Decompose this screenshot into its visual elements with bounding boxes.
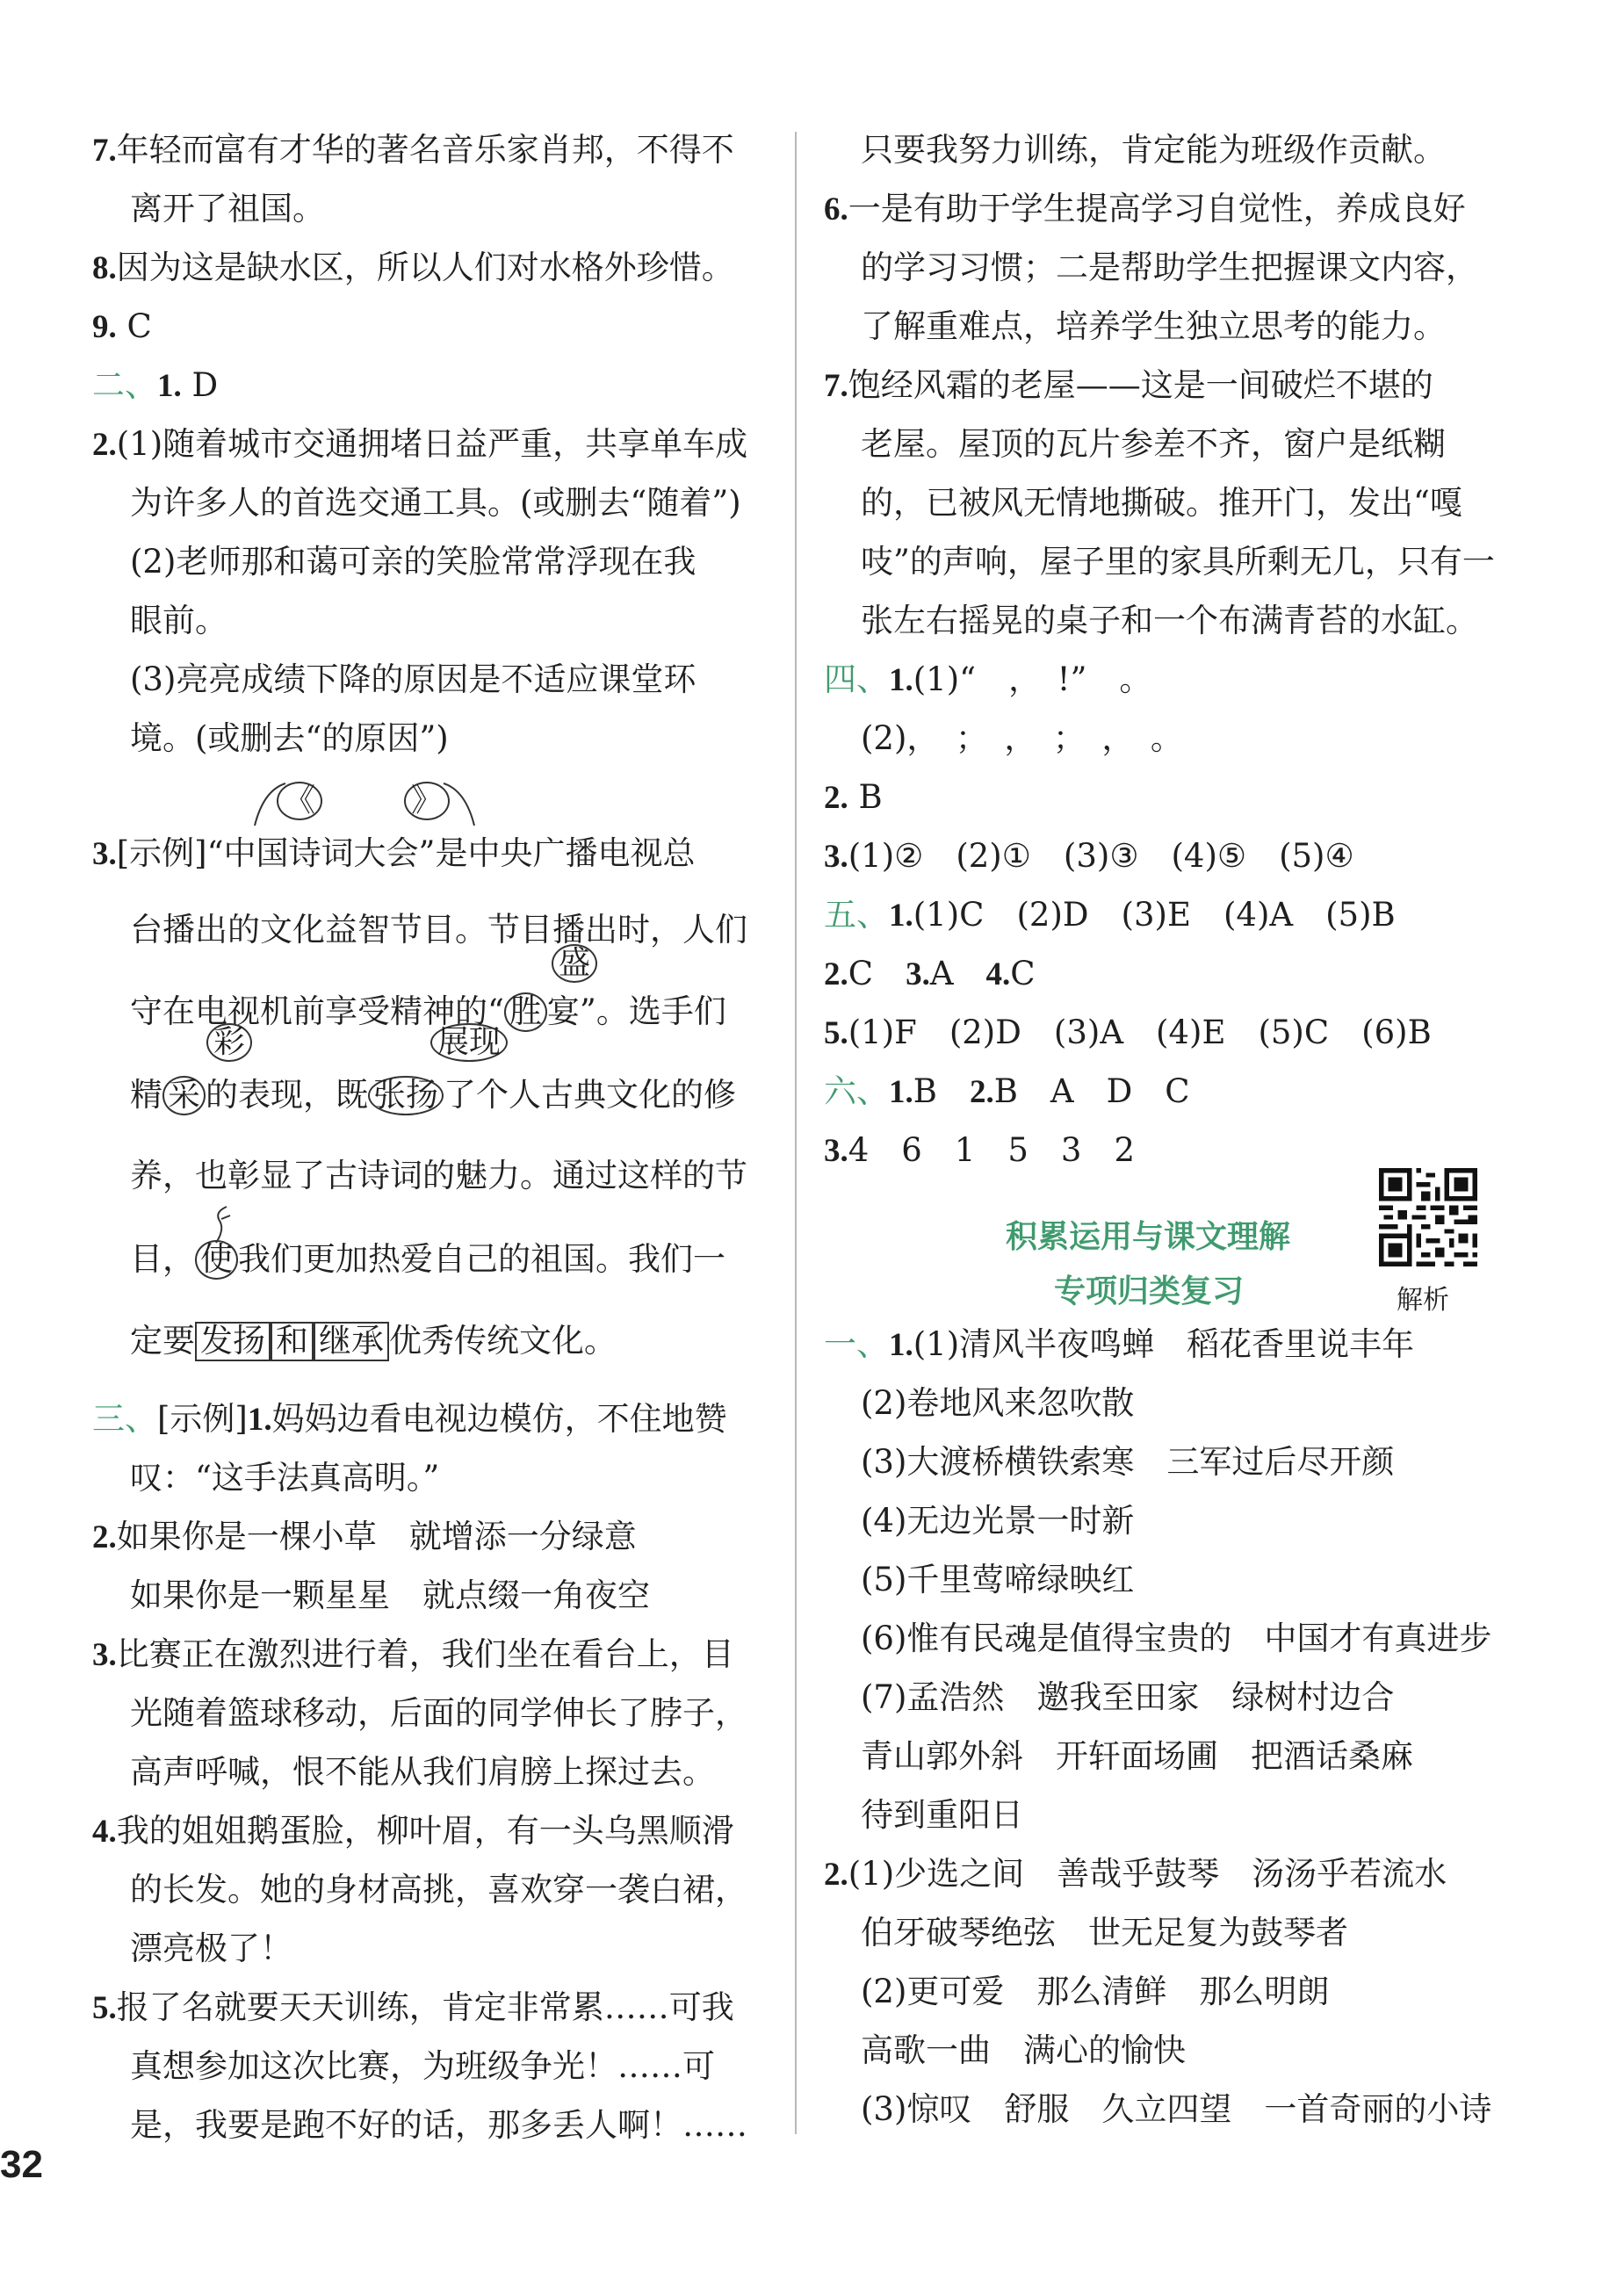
answer-line: (3)大渡桥横铁索寒 三军过后尽开颜 bbox=[861, 1443, 1395, 1481]
answer-line: 待到重阳日 bbox=[861, 1796, 1023, 1834]
answer-line: 3.比赛正在激烈进行着，我们坐在看台上，目 bbox=[92, 1635, 734, 1673]
section-three-line: 三、[示例]1.妈妈边看电视边模仿，不住地赞 bbox=[92, 1400, 727, 1438]
answer-line: 守在电视机前享受精神的“ 胜 宴”。选手们 bbox=[130, 992, 726, 1030]
answer-line: 台播出的文化益智节目。节目播出时，人们 bbox=[130, 911, 747, 949]
answer-line: 2.(1)少选之间 善哉乎鼓琴 汤汤乎若流水 bbox=[824, 1855, 1447, 1893]
section-five-line: 五、1.(1)C (2)D (3)E (4)A (5)B bbox=[824, 896, 1396, 934]
answer-line: (3)惊叹 舒服 久立四望 一首奇丽的小诗 bbox=[861, 2090, 1492, 2128]
answer-line: 离开了祖国。 bbox=[130, 190, 325, 227]
answer-line: 3.4 6 1 5 3 2 bbox=[824, 1131, 1135, 1169]
page-number: 32 bbox=[0, 2143, 43, 2186]
circled-word: 采 bbox=[162, 1076, 206, 1115]
correction-annotation: 《 bbox=[277, 782, 322, 820]
answer-line: 3.(1)② (2)① (3)③ (4)⑤ (5)④ bbox=[824, 837, 1354, 875]
correction-annotation: 展现 bbox=[430, 1023, 508, 1062]
qr-caption: 解析 bbox=[1397, 1285, 1449, 1316]
answer-line: 伯牙破琴绝弦 世无足复为鼓琴者 bbox=[861, 1914, 1348, 1952]
section-heading: 积累运用与课文理解 bbox=[1006, 1219, 1291, 1255]
correction-annotation: 盛 bbox=[552, 944, 597, 983]
answer-line: 2.(1)随着城市交通拥堵日益严重，共享单车成 bbox=[92, 425, 748, 463]
boxed-word: 发扬 bbox=[195, 1322, 271, 1361]
answer-line: 高声呼喊，恨不能从我们肩膀上探过去。 bbox=[130, 1753, 715, 1791]
answer-line: (2)， ； ， ； ， 。 bbox=[861, 719, 1183, 757]
answer-line: 5.报了名就要天天训练，肯定非常累……可我 bbox=[92, 1988, 734, 2026]
answer-line: 的学习习惯；二是帮助学生把握课文内容， bbox=[861, 249, 1478, 286]
answer-line: 精 采 的表现，既 张扬 了个人古典文化的修 bbox=[130, 1076, 736, 1114]
answer-line: 9. C bbox=[92, 307, 152, 345]
answer-line: 目， 使 我们更加热爱自己的祖国。我们一 bbox=[130, 1240, 725, 1278]
answer-line: 3.[示例]“中国诗词大会”是中央广播电视总 bbox=[92, 834, 696, 872]
answer-line: 7.年轻而富有才华的著名音乐家肖邦，不得不 bbox=[92, 131, 734, 169]
circled-word: 使 bbox=[195, 1240, 238, 1280]
answer-line: (6)惟有民魂是值得宝贵的 中国才有真进步 bbox=[861, 1620, 1492, 1657]
answer-line: 只要我努力训练，肯定能为班级作贡献。 bbox=[861, 131, 1446, 169]
answer-line: 了解重难点，培养学生独立思考的能力。 bbox=[861, 307, 1446, 345]
answer-line: 境。(或删去“的原因”) bbox=[130, 719, 449, 757]
answer-line: (2)更可爱 那么清鲜 那么明朗 bbox=[861, 1973, 1330, 2010]
boxed-word: 和 bbox=[271, 1322, 314, 1361]
answer-line: (4)无边光景一时新 bbox=[861, 1502, 1135, 1540]
answer-line: 2.如果你是一棵小草 就增添一分绿意 bbox=[92, 1518, 637, 1555]
answer-line: 7.饱经风霜的老屋——这是一间破烂不堪的 bbox=[824, 366, 1433, 404]
answer-line: 的，已被风无情地撕破。推开门，发出“嘎 bbox=[861, 484, 1462, 522]
answer-line: 4.我的姐姐鹅蛋脸，柳叶眉，有一头乌黑顺滑 bbox=[92, 1812, 734, 1850]
column-divider bbox=[795, 132, 797, 2134]
answer-line: 为许多人的首选交通工具。(或删去“随着”) bbox=[130, 484, 741, 522]
answer-line: 光随着篮球移动，后面的同学伸长了脖子， bbox=[130, 1694, 747, 1732]
section-two-line: 二、1. D bbox=[92, 366, 219, 404]
answer-line: 高歌一曲 满心的愉快 bbox=[861, 2031, 1186, 2069]
answer-line: 5.(1)F (2)D (3)A (4)E (5)C (6)B bbox=[824, 1014, 1432, 1051]
answer-line: (2)卷地风来忽吹散 bbox=[861, 1384, 1135, 1422]
answer-line: 张左右摇晃的桌子和一个布满青苔的水缸。 bbox=[861, 602, 1478, 639]
answer-line: 如果你是一颗星星 就点缀一角夜空 bbox=[130, 1576, 650, 1614]
answer-line: 6.一是有助于学生提高学习自觉性，养成良好 bbox=[824, 190, 1466, 227]
correction-annotation: 》 bbox=[404, 782, 450, 820]
correction-annotation: 彩 bbox=[206, 1023, 252, 1062]
answer-line: 定要 发扬 和 继承 优秀传统文化。 bbox=[130, 1322, 617, 1360]
answer-line: (2)老师那和蔼可亲的笑脸常常浮现在我 bbox=[130, 543, 697, 581]
boxed-word: 继承 bbox=[314, 1322, 389, 1361]
section-one-line: 一、1.(1)清风半夜鸣蝉 稻花香里说丰年 bbox=[824, 1325, 1415, 1363]
answer-line: 2.C 3.A 4.C bbox=[824, 955, 1036, 992]
answer-line: (7)孟浩然 邀我至田家 绿树村边合 bbox=[861, 1678, 1395, 1716]
answer-line: 青山郭外斜 开轩面场圃 把酒话桑麻 bbox=[861, 1737, 1413, 1775]
answer-line: 眼前。 bbox=[130, 602, 227, 639]
answer-line: 2. B bbox=[824, 778, 883, 816]
answer-line: 老屋。屋顶的瓦片参差不齐，窗户是纸糊 bbox=[861, 425, 1446, 463]
answer-line: 真想参加这次比赛，为班级争光！……可 bbox=[130, 2047, 715, 2085]
answer-line: 8.因为这是缺水区，所以人们对水格外珍惜。 bbox=[92, 249, 734, 286]
answer-line: (3)亮亮成绩下降的原因是不适应课堂环 bbox=[130, 660, 697, 698]
section-subheading: 专项归类复习 bbox=[1054, 1273, 1245, 1309]
answer-line: 叹：“这手法真高明。” bbox=[130, 1459, 440, 1497]
answer-line: 漂亮极了！ bbox=[130, 1930, 292, 1967]
section-four-line: 四、1.(1)“ ， !” 。 bbox=[824, 660, 1152, 698]
circled-word: 张扬 bbox=[368, 1076, 444, 1115]
answer-line: (5)千里莺啼绿映红 bbox=[861, 1561, 1135, 1598]
circled-word: 胜 bbox=[504, 992, 547, 1032]
answer-line: 是，我要是跑不好的话，那多丢人啊！…… bbox=[130, 2106, 747, 2144]
answer-line: 的长发。她的身材高挑，喜欢穿一袭白裙， bbox=[130, 1871, 747, 1908]
qr-code-icon[interactable] bbox=[1379, 1168, 1477, 1266]
answer-line: 养，也彰显了古诗词的魅力。通过这样的节 bbox=[130, 1157, 747, 1194]
section-six-line: 六、1.B 2.B A D C bbox=[824, 1072, 1190, 1110]
answer-line: 吱”的声响，屋子里的家具所剩无几，只有一 bbox=[861, 543, 1495, 581]
